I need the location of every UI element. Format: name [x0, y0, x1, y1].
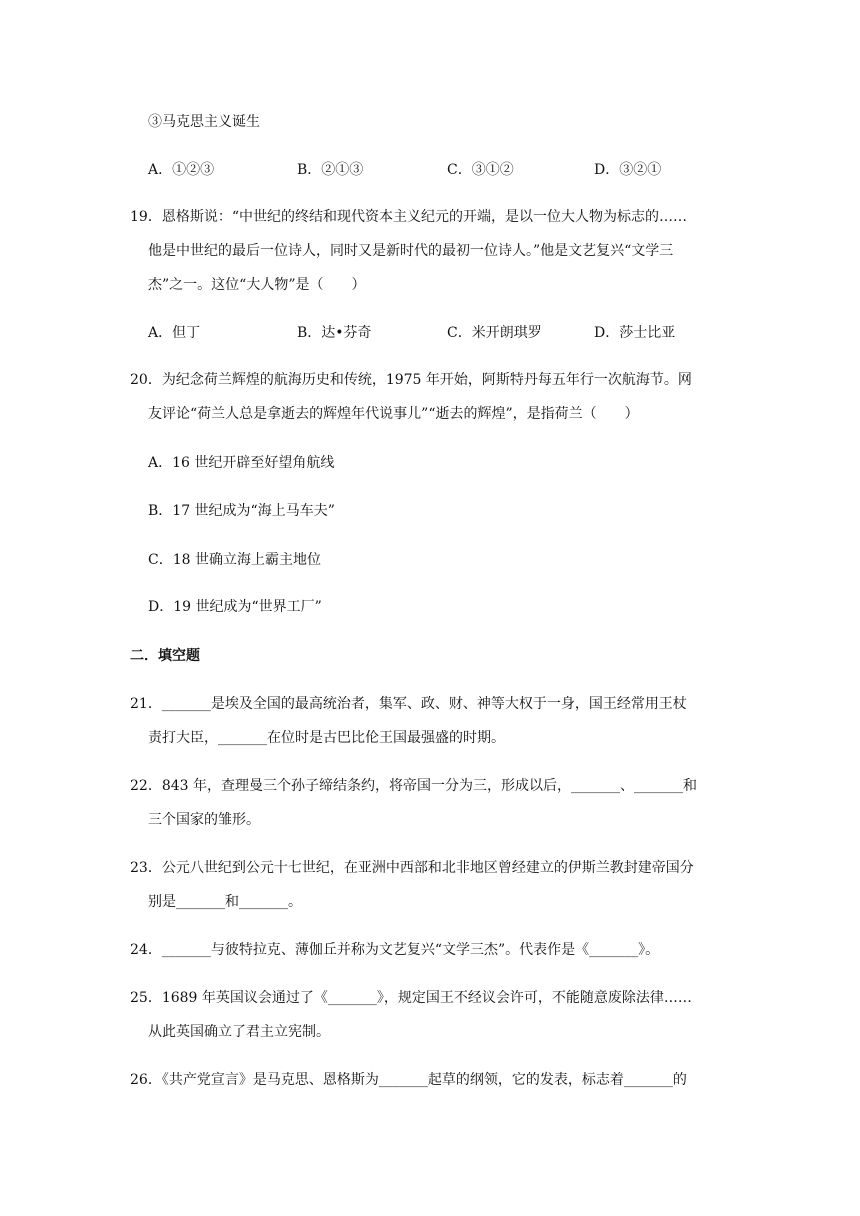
q18-option-a: A．①②③ — [148, 162, 215, 178]
q19-line-1: 19．恩格斯说：“中世纪的终结和现代资本主义纪元的开端，是以一位大人物为标志的…… — [130, 209, 687, 225]
q20-line-1: 20．为纪念荷兰辉煌的航海历史和传统，1975 年开始，阿斯特丹每五年行一次航海节。网 — [130, 372, 692, 388]
q23-line-1: 23．公元八世纪到公元十七世纪，在亚洲中西部和北非地区曾经建立的伊斯兰教封建帝国分 — [130, 860, 694, 876]
q25-line-2: 从此英国确立了君主立宪制。 — [148, 1024, 330, 1040]
q20-option-c: C．18 世确立海上霸主地位 — [148, 552, 321, 568]
q20-option-d: D．19 世纪成为“世界工厂” — [148, 599, 322, 615]
section-heading-fill-in: 二．填空题 — [130, 648, 200, 664]
q18-option-d: D．③②① — [594, 162, 662, 178]
q25-line-1: 25．1689 年英国议会通过了《_______》，规定国王不经议会许可，不能随意废除法律…… — [130, 990, 692, 1006]
q21-line-2: 责打大臣，_______在位时是古巴比伦王国最强盛的时期。 — [148, 730, 505, 746]
q19-line-2: 他是中世纪的最后一位诗人，同时又是新时代的最初一位诗人。”他是文艺复兴“文学三 — [148, 243, 674, 259]
q19-option-b: B．达•芬奇 — [297, 325, 372, 341]
q24-line-1: 24．_______与彼特拉克、薄伽丘并称为文艺复兴“文学三杰”。代表作是《_______》。 — [130, 942, 660, 958]
q19-option-a: A．但丁 — [148, 325, 201, 341]
q18-item3: ③马克思主义诞生 — [148, 114, 260, 130]
q26-line-1: 26．《共产党宣言》是马克思、恩格斯为_______起草的纲领，它的发表，标志着_______的 — [130, 1072, 687, 1088]
q23-line-2: 别是_______和_______。 — [148, 894, 302, 910]
q22-line-1: 22．843 年，查理曼三个孙子缔结条约，将帝国一分为三，形成以后，_______、_______和 — [130, 778, 697, 794]
q18-option-c: C．③①② — [447, 162, 514, 178]
q22-line-2: 三个国家的雏形。 — [148, 812, 260, 828]
q21-line-1: 21．_______是埃及全国的最高统治者，集军、政、财、神等大权于一身，国王经常用王杖 — [130, 696, 687, 712]
q20-line-2: 友评论“荷兰人总是拿逝去的辉煌年代说事儿”“逝去的辉煌”，是指荷兰（ ） — [148, 406, 639, 422]
q19-option-d: D．莎士比亚 — [594, 325, 676, 341]
q18-option-b: B．②①③ — [297, 162, 364, 178]
q19-option-c: C．米开朗琪罗 — [447, 325, 542, 341]
q20-option-b: B．17 世纪成为“海上马车夫” — [148, 503, 335, 519]
q20-option-a: A．16 世纪开辟至好望角航线 — [148, 455, 335, 471]
q19-line-3: 杰”之一。这位“大人物”是（ ） — [148, 277, 366, 293]
